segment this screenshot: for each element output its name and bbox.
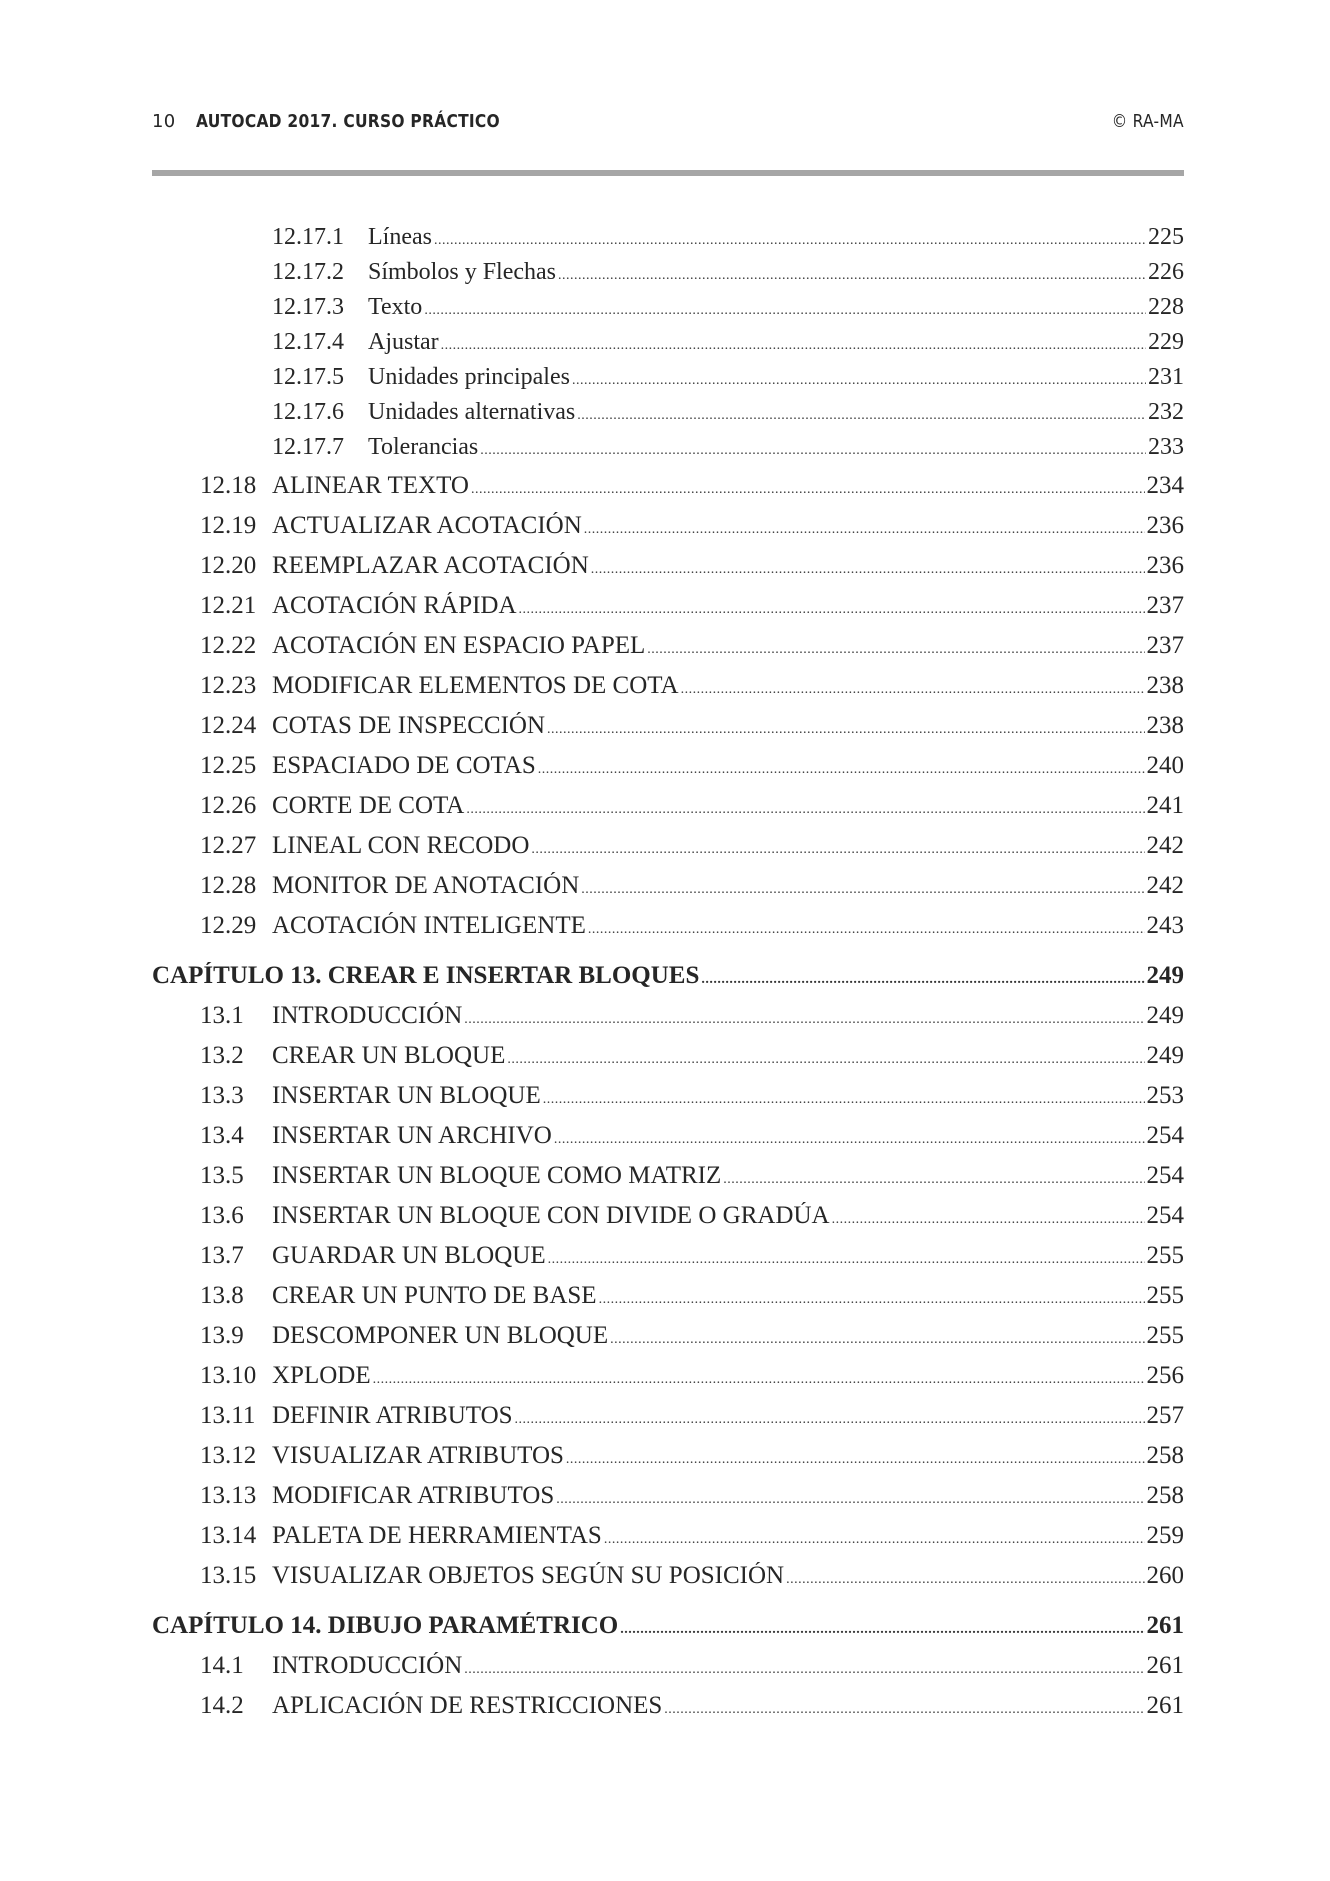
toc-entry-title: INTRODUCCIÓN — [272, 1652, 463, 1679]
toc-entry-title: ACOTACIÓN EN ESPACIO PAPEL — [272, 632, 646, 659]
toc-entry-page: 261 — [1146, 1612, 1184, 1639]
toc-dot-leader — [441, 338, 1146, 354]
toc-entry-number: 13.2 — [200, 1042, 244, 1069]
toc-entry-page: 254 — [1146, 1122, 1184, 1149]
toc-entry-number: 14.1 — [200, 1652, 244, 1679]
toc-dot-leader — [480, 443, 1146, 459]
toc-entry — [152, 1522, 1184, 1558]
toc-entry-page: 237 — [1146, 632, 1184, 659]
toc-entry-page: 255 — [1146, 1242, 1184, 1269]
toc-entry-number: 13.6 — [200, 1202, 244, 1229]
toc-entry-title: XPLODE — [272, 1362, 371, 1389]
toc-dot-leader — [464, 1662, 1144, 1678]
toc-entry — [152, 512, 1184, 548]
toc-entry-page: 260 — [1146, 1562, 1184, 1589]
toc-entry-number: 12.18 — [200, 472, 257, 499]
toc-entry — [152, 1442, 1184, 1478]
toc-entry — [152, 1692, 1184, 1728]
toc-entry-title: VISUALIZAR OBJETOS SEGÚN SU POSICIÓN — [272, 1562, 785, 1589]
toc-dot-leader — [681, 682, 1145, 698]
toc-dot-leader — [515, 1412, 1145, 1428]
toc-entry-number: 12.17.6 — [272, 399, 344, 425]
toc-dot-leader — [599, 1292, 1145, 1308]
toc-dot-leader — [538, 762, 1145, 778]
toc-dot-leader — [466, 802, 1144, 818]
page-number: 10 — [152, 111, 176, 132]
toc-dot-leader — [584, 522, 1145, 538]
toc-entry — [152, 1562, 1184, 1598]
toc-dot-leader — [572, 373, 1146, 389]
toc-entry-number: 12.20 — [200, 552, 257, 579]
toc-entry-page: 258 — [1146, 1442, 1184, 1469]
toc-entry — [152, 1282, 1184, 1318]
toc-entry-title: VISUALIZAR ATRIBUTOS — [272, 1442, 564, 1469]
toc-entry-number: 12.17.7 — [272, 434, 344, 460]
toc-entry-number: 12.21 — [200, 592, 257, 619]
toc-entry-title: REEMPLAZAR ACOTACIÓN — [272, 552, 589, 579]
toc-dot-leader — [566, 1452, 1145, 1468]
toc-entry-title: ESPACIADO DE COTAS — [272, 752, 536, 779]
publisher-mark: © RA-MA — [1111, 111, 1184, 132]
running-header — [152, 111, 1184, 141]
toc-entry-title: GUARDAR UN BLOQUE — [272, 1242, 546, 1269]
toc-dot-leader — [588, 922, 1145, 938]
toc-entry-title: Unidades alternativas — [368, 399, 576, 425]
toc-entry-page: 228 — [1148, 294, 1184, 320]
toc-entry-title: CREAR UN BLOQUE — [272, 1042, 506, 1069]
toc-entry-page: 254 — [1146, 1162, 1184, 1189]
toc-entry-page: 240 — [1146, 752, 1184, 779]
toc-dot-leader — [610, 1332, 1144, 1348]
toc-entry — [152, 1082, 1184, 1118]
toc-entry-page: 249 — [1146, 1002, 1184, 1029]
toc-entry-page: 238 — [1146, 672, 1184, 699]
toc-entry — [152, 1322, 1184, 1358]
toc-dot-leader — [701, 972, 1144, 988]
toc-entry-number: 12.27 — [200, 832, 257, 859]
book-title: AUTOCAD 2017. CURSO PRÁCTICO — [196, 111, 500, 132]
toc-dot-leader — [591, 562, 1145, 578]
toc-entry-page: 237 — [1146, 592, 1184, 619]
toc-entry-title: CAPÍTULO 13. CREAR E INSERTAR BLOQUES — [152, 962, 700, 989]
toc-entry-title: Líneas — [368, 224, 432, 250]
toc-entry-page: 256 — [1146, 1362, 1184, 1389]
toc-entry-title: LINEAL CON RECODO — [272, 832, 530, 859]
toc-entry-title: INSERTAR UN BLOQUE CON DIVIDE O GRADÚA — [272, 1202, 830, 1229]
toc-dot-leader — [531, 842, 1144, 858]
toc-entry — [152, 1122, 1184, 1158]
toc-entry — [152, 672, 1184, 708]
toc-entry-title: APLICACIÓN DE RESTRICCIONES — [272, 1692, 663, 1719]
toc-entry — [152, 792, 1184, 828]
toc-entry-title: MONITOR DE ANOTACIÓN — [272, 872, 580, 899]
toc-entry-page: 226 — [1148, 259, 1184, 285]
toc-entry-title: INSERTAR UN ARCHIVO — [272, 1122, 552, 1149]
toc-dot-leader — [554, 1132, 1145, 1148]
toc-dot-leader — [547, 722, 1144, 738]
toc-dot-leader — [786, 1572, 1144, 1588]
toc-entry-number: 12.28 — [200, 872, 257, 899]
toc-entry — [152, 712, 1184, 748]
toc-entry-page: 261 — [1146, 1692, 1184, 1719]
toc-dot-leader — [558, 268, 1146, 284]
toc-entry — [152, 1242, 1184, 1278]
toc-dot-leader — [548, 1252, 1145, 1268]
toc-dot-leader — [647, 642, 1144, 658]
toc-entry-page: 234 — [1146, 472, 1184, 499]
toc-dot-leader — [543, 1092, 1145, 1108]
toc-entry-number: 13.12 — [200, 1442, 257, 1469]
toc-entry-page: 255 — [1146, 1322, 1184, 1349]
toc-entry-page: 241 — [1146, 792, 1184, 819]
toc-entry — [152, 1002, 1184, 1038]
toc-entry-number: 13.5 — [200, 1162, 244, 1189]
toc-dot-leader — [581, 882, 1144, 898]
toc-entry-page: 259 — [1146, 1522, 1184, 1549]
toc-entry-title: Ajustar — [368, 329, 439, 355]
toc-entry-title: MODIFICAR ATRIBUTOS — [272, 1482, 555, 1509]
toc-entry-number: 13.8 — [200, 1282, 244, 1309]
header-rule — [152, 170, 1184, 176]
toc-entry-number: 13.4 — [200, 1122, 244, 1149]
toc-dot-leader — [373, 1372, 1145, 1388]
toc-dot-leader — [471, 482, 1145, 498]
toc-entry-page: 257 — [1146, 1402, 1184, 1429]
toc-entry — [152, 364, 1184, 400]
toc-entry-page: 229 — [1148, 329, 1184, 355]
toc-entry-page: 242 — [1146, 872, 1184, 899]
toc-dot-leader — [434, 233, 1146, 249]
toc-entry — [152, 632, 1184, 668]
toc-entry-number: 12.17.3 — [272, 294, 344, 320]
toc-entry-page: 242 — [1146, 832, 1184, 859]
toc-entry-page: 225 — [1148, 224, 1184, 250]
toc-entry-page: 261 — [1146, 1652, 1184, 1679]
toc-entry — [152, 1042, 1184, 1078]
toc-entry-title: CAPÍTULO 14. DIBUJO PARAMÉTRICO — [152, 1612, 619, 1639]
toc-entry-number: 13.11 — [200, 1402, 256, 1429]
toc-entry-number: 12.17.2 — [272, 259, 344, 285]
toc-entry-page: 232 — [1148, 399, 1184, 425]
toc-entry — [152, 399, 1184, 435]
toc-dot-leader — [604, 1532, 1145, 1548]
toc-entry-title: ACOTACIÓN RÁPIDA — [272, 592, 517, 619]
toc-entry-title: Símbolos y Flechas — [368, 259, 557, 285]
toc-dot-leader — [620, 1622, 1144, 1638]
toc-entry-title: INTRODUCCIÓN — [272, 1002, 463, 1029]
toc-entry-page: 249 — [1146, 1042, 1184, 1069]
toc-entry-number: 12.29 — [200, 912, 257, 939]
toc-entry-number: 12.24 — [200, 712, 257, 739]
toc-entry-number: 13.15 — [200, 1562, 257, 1589]
toc-entry-page: 238 — [1146, 712, 1184, 739]
toc-entry — [152, 592, 1184, 628]
toc-chapter-entry — [152, 1612, 1184, 1648]
toc-entry-number: 13.13 — [200, 1482, 257, 1509]
toc-entry-title: Texto — [368, 294, 423, 320]
toc-entry-number: 12.22 — [200, 632, 257, 659]
toc-entry-number: 13.3 — [200, 1082, 244, 1109]
toc-entry-page: 233 — [1148, 434, 1184, 460]
toc-entry — [152, 472, 1184, 508]
toc-entry-title: DESCOMPONER UN BLOQUE — [272, 1322, 609, 1349]
toc-dot-leader — [723, 1172, 1144, 1188]
toc-entry — [152, 872, 1184, 908]
toc-entry-number: 12.17.1 — [272, 224, 344, 250]
toc-entry-title: MODIFICAR ELEMENTOS DE COTA — [272, 672, 679, 699]
toc-dot-leader — [577, 408, 1146, 424]
toc-entry-title: Unidades principales — [368, 364, 570, 390]
toc-entry-number: 13.14 — [200, 1522, 257, 1549]
toc-entry-title: ACTUALIZAR ACOTACIÓN — [272, 512, 582, 539]
toc-entry — [152, 1162, 1184, 1198]
toc-entry-title: DEFINIR ATRIBUTOS — [272, 1402, 513, 1429]
toc-entry-page: 253 — [1146, 1082, 1184, 1109]
toc-dot-leader — [556, 1492, 1144, 1508]
toc-entry-number: 13.7 — [200, 1242, 244, 1269]
toc-entry-page: 254 — [1146, 1202, 1184, 1229]
toc-entry — [152, 434, 1184, 470]
toc-dot-leader — [424, 303, 1146, 319]
toc-entry-page: 231 — [1148, 364, 1184, 390]
toc-entry-page: 258 — [1146, 1482, 1184, 1509]
toc-entry-number: 14.2 — [200, 1692, 244, 1719]
toc-entry — [152, 552, 1184, 588]
toc-entry-title: INSERTAR UN BLOQUE COMO MATRIZ — [272, 1162, 722, 1189]
toc-dot-leader — [464, 1012, 1144, 1028]
toc-entry-number: 12.26 — [200, 792, 257, 819]
toc-entry-title: ACOTACIÓN INTELIGENTE — [272, 912, 586, 939]
toc-entry-number: 12.17.5 — [272, 364, 344, 390]
toc-entry-page: 249 — [1146, 962, 1184, 989]
toc-entry — [152, 329, 1184, 365]
toc-entry-number: 13.1 — [200, 1002, 244, 1029]
toc-entry — [152, 752, 1184, 788]
toc-entry — [152, 1652, 1184, 1688]
toc-entry-number: 12.25 — [200, 752, 257, 779]
toc-chapter-entry — [152, 962, 1184, 998]
toc-entry — [152, 1362, 1184, 1398]
toc-dot-leader — [507, 1052, 1144, 1068]
toc-entry-title: CREAR UN PUNTO DE BASE — [272, 1282, 597, 1309]
toc-entry — [152, 224, 1184, 260]
toc-entry-title: INSERTAR UN BLOQUE — [272, 1082, 541, 1109]
toc-entry — [152, 294, 1184, 330]
toc-dot-leader — [664, 1702, 1144, 1718]
toc-entry — [152, 259, 1184, 295]
toc-entry-page: 243 — [1146, 912, 1184, 939]
toc-entry-title: Tolerancias — [368, 434, 479, 460]
toc-entry-page: 255 — [1146, 1282, 1184, 1309]
toc-entry — [152, 912, 1184, 948]
toc-entry-number: 13.10 — [200, 1362, 257, 1389]
toc-entry-title: CORTE DE COTA — [272, 792, 465, 819]
toc-dot-leader — [832, 1212, 1145, 1228]
toc-entry-page: 236 — [1146, 552, 1184, 579]
toc-dot-leader — [519, 602, 1145, 618]
toc-entry-number: 12.17.4 — [272, 329, 344, 355]
toc-entry-title: COTAS DE INSPECCIÓN — [272, 712, 546, 739]
toc-entry — [152, 1402, 1184, 1438]
toc-entry — [152, 832, 1184, 868]
toc-entry-title: ALINEAR TEXTO — [272, 472, 469, 499]
toc-entry-title: PALETA DE HERRAMIENTAS — [272, 1522, 602, 1549]
toc-entry-number: 12.19 — [200, 512, 257, 539]
toc-entry-number: 12.23 — [200, 672, 257, 699]
toc-entry-page: 236 — [1146, 512, 1184, 539]
toc-entry — [152, 1202, 1184, 1238]
toc-entry-number: 13.9 — [200, 1322, 244, 1349]
toc-entry — [152, 1482, 1184, 1518]
